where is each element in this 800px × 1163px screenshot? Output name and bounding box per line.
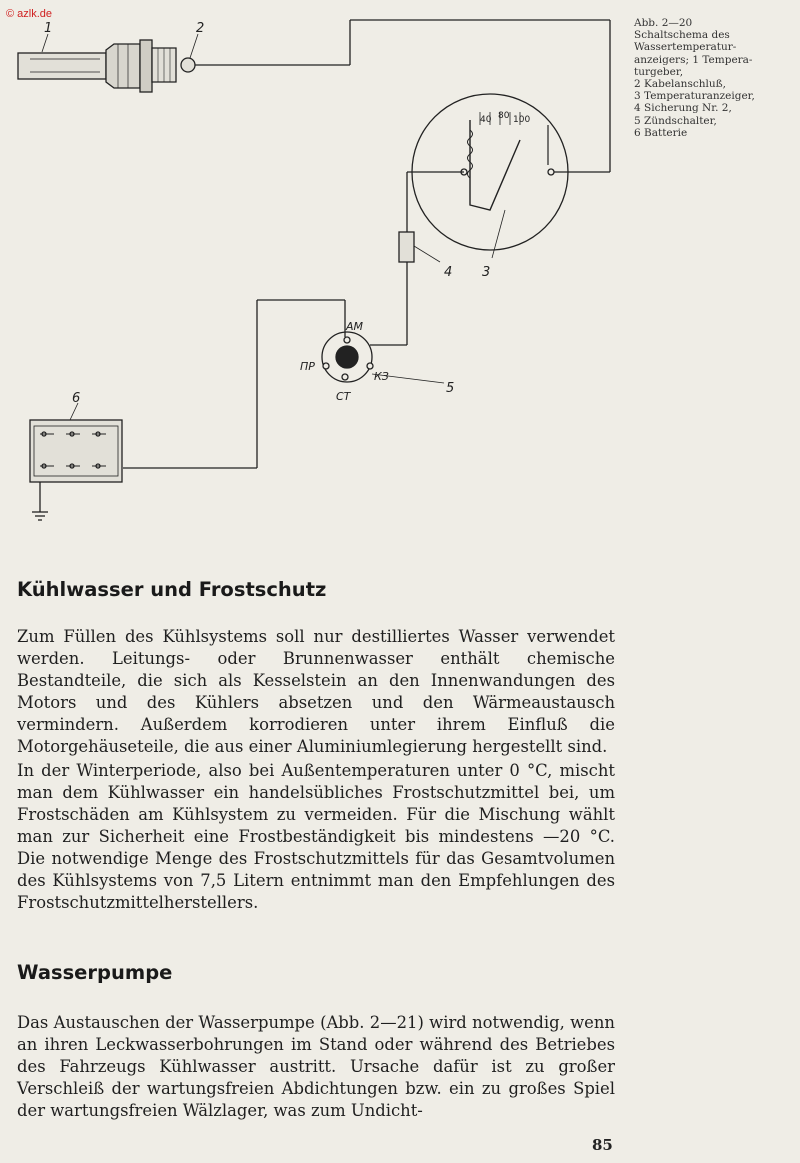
gauge-tick-100: 100 [513, 115, 531, 125]
battery [30, 420, 122, 482]
paragraph-kuehlwasser-2: In der Winterperiode, also bei Außentemperaturen unter 0 °C, mischt man dem Kühlwasser ein handelsübliches Frostschutzmittel bei, um Frostschäden am Kühlsystem zu vermeiden. Für die Mischung wählt man zur Sicherheit eine Frostbeständigkeit bis mindestens —20 °C. Die notwendige Menge des Frostschutzmittels für das Gesamtvolumen des Kühlsystems von 7,5 Litern entnimmt man den Empfehlungen des Frostschutzmittelherstellers. [17, 761, 615, 912]
label-ct: СТ [336, 390, 351, 403]
label-4: 4 [444, 265, 453, 280]
label-3: 3 [482, 265, 491, 280]
section-heading-kuehlwasser: Kühlwasser und Frostschutz [17, 578, 327, 601]
temperature-sender [18, 40, 176, 92]
label-6: 6 [72, 391, 81, 406]
section-heading-wasserpumpe: Wasserpumpe [17, 961, 173, 984]
watermark: © azlk.de [6, 8, 53, 20]
paragraph-kuehlwasser-1: Zum Füllen des Kühlsystems soll nur destilliertes Wasser verwendet werden. Leitungs- oder Brunnenwasser enthält chemische Bestandteile, die sich als Kesselstein an den Innenwandungen des Motors und des Kühlers absetzen und den Wärmeaustausch vermindern. Außerdem korrodieren unter ihrem Einfluß die Motorgehäuseteile, die aus einer Aluminiumlegierung hergestellt sind. [17, 627, 615, 756]
gauge-tick-80: 80 [498, 111, 510, 121]
label-2: 2 [196, 21, 205, 36]
label-5: 5 [446, 381, 455, 396]
label-1: 1 [44, 21, 53, 36]
label-pr: ПР [300, 360, 315, 373]
paragraph-wasserpumpe-1: Das Austauschen der Wasserpumpe (Abb. 2—21) wird notwendig, wenn an ihren Leckwasserbohrungen im Stand oder während des Betriebes des Fahrzeugs Kühlwasser austritt. Ursache dafür ist zu großer Verschleiß der wartungsfreien Abdichtungen bzw. ein zu großes Spiel der wartungsfreien Wälzlager, was zum Undicht- [17, 1013, 615, 1120]
fuse [399, 232, 414, 262]
cable-connector [181, 58, 195, 72]
gauge-tick-40: 40 [480, 115, 492, 125]
label-am: AM [346, 320, 364, 333]
ignition-switch [322, 332, 373, 382]
label-k3: КЗ [374, 370, 389, 383]
page-number: 85 [592, 1136, 613, 1154]
figure-caption: Abb. 2—20 Schaltschema des Wassertemperatur- anzeigers; 1 Tempera- turgeber, 2 Kabelanschluß, 3 Temperaturanzeiger, 4 Sicherung Nr. 2, 5 Zündschalter, 6 Batterie [634, 17, 755, 139]
